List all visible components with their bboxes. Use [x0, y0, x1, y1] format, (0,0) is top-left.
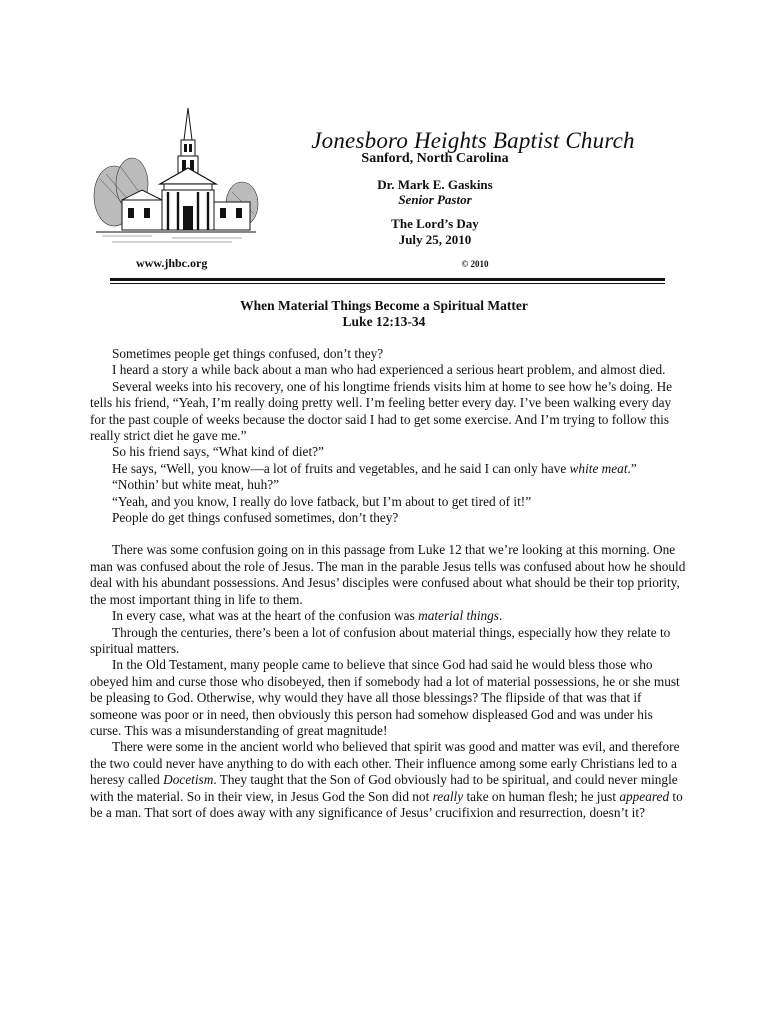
paragraph-text: In every case, what was at the heart of the confusion was — [112, 608, 419, 624]
body-paragraph — [90, 346, 686, 362]
paragraph-text: Through the centuries, there’s been a lot of confusion about material things, especially how they relate to spiritual matters. — [90, 624, 671, 656]
body-paragraph — [90, 494, 686, 510]
body-paragraph — [90, 379, 686, 445]
service-day: The Lord’s Day — [391, 216, 479, 231]
church-name: Jonesboro Heights Baptist Church — [311, 128, 635, 153]
body-paragraph — [90, 608, 686, 624]
emphasis-text: material things — [418, 608, 499, 624]
paragraph-text: People do get things confused sometimes, don’t they? — [112, 510, 399, 526]
paragraph-text: Sometimes people get things confused, don’t they? — [112, 346, 384, 361]
body-paragraph — [90, 461, 686, 477]
paragraph-text: to be a man. That sort of does away with any significance of Jesus’ crucifixion and resurrection, doesn’t it? — [90, 788, 683, 820]
paragraph-text: .” — [627, 460, 637, 476]
pastor-title: Senior Pastor — [398, 192, 472, 207]
church-location: Sanford, North Carolina — [361, 151, 509, 166]
emphasis-text: appeared — [619, 788, 670, 804]
paragraph-text: In the Old Testament, many people came to believe that since God had said he would bless those who obeyed him and curse those who disobeyed, then if somebody had a lot of material possessions, he or she must be pleasing to God. Otherwise, why would they have all those blessings? The flipside of that was that if someone was poor or in need, then obviously this person had somehow displeased God and was under his curse. This was a misunderstanding of great magnitude! — [90, 657, 680, 738]
paragraph-text: So his friend says, “What kind of diet?” — [112, 444, 324, 460]
body-paragraph — [90, 477, 686, 493]
body-paragraph — [90, 657, 686, 739]
copyright-notice: © 2010 — [461, 259, 489, 269]
paragraph-text: I heard a story a while back about a man who had experienced a serious heart problem, and almost died. — [112, 362, 666, 378]
header-divider-thin — [110, 283, 665, 284]
body-paragraph — [90, 739, 686, 821]
sermon-title: When Material Things Become a Spiritual Matter — [240, 298, 528, 313]
emphasis-text: Docetism — [163, 772, 214, 788]
paragraph-text: He says, “Well, you know—a lot of fruits and vegetables, and he said I can only have — [112, 460, 570, 476]
paragraph-text: Several weeks into his recovery, one of his longtime friends visits him at home to see how he’s doing. He tells his friend, “Yeah, I’m really doing pretty well. I’m feeling better every day. I’ve been walking every day for the past couple of weeks because the doctor said I had to get some exercise. And I’m trying to follow this really strict diet he gave me.” — [90, 378, 673, 444]
paragraph-text: There was some confusion going on in this passage from Luke 12 that we’re looking at this morning. One man was confused about the role of Jesus. The man in the parable Jesus tells was confused about how he should deal with his abundant possessions. And Jesus’ disciples were confused about what should be their top priority, the most important thing in life to them. — [90, 542, 686, 607]
paragraph-text: “Yeah, and you know, I really do love fatback, but I’m about to get tired of it!” — [112, 493, 532, 509]
sermon-body — [90, 346, 686, 821]
paragraph-text: There were some in the ancient world who believed that spirit was good and matter was evil, and therefore the two could never have anything to do with each other. Their influence among some early Christians led to a heresy called — [90, 739, 680, 788]
header-divider-thick — [110, 278, 665, 281]
sermon-heading — [150, 298, 618, 330]
church-illustration — [92, 104, 260, 250]
pastor-name: Dr. Mark E. Gaskins — [377, 177, 493, 192]
body-paragraph — [90, 444, 686, 460]
body-paragraph — [90, 625, 686, 658]
paragraph-break — [90, 526, 686, 542]
body-paragraph — [90, 510, 686, 526]
sermon-scripture: Luke 12:13-34 — [342, 314, 426, 329]
paragraph-text: “Nothin’ but white meat, huh?” — [112, 477, 280, 493]
website-link[interactable]: www.jhbc.org — [136, 256, 208, 270]
emphasis-text: really — [432, 788, 464, 804]
paragraph-text: . They taught that the Son of God obviously had to be spiritual, and could never mingle with the material. So in their view, in Jesus God the Son did not — [90, 772, 678, 804]
body-paragraph — [90, 362, 686, 378]
service-date: July 25, 2010 — [398, 232, 472, 247]
paragraph-text: . — [499, 608, 503, 624]
emphasis-text: white meat — [569, 460, 628, 476]
paragraph-text: take on human flesh; he just — [463, 788, 620, 804]
body-paragraph — [90, 542, 686, 608]
